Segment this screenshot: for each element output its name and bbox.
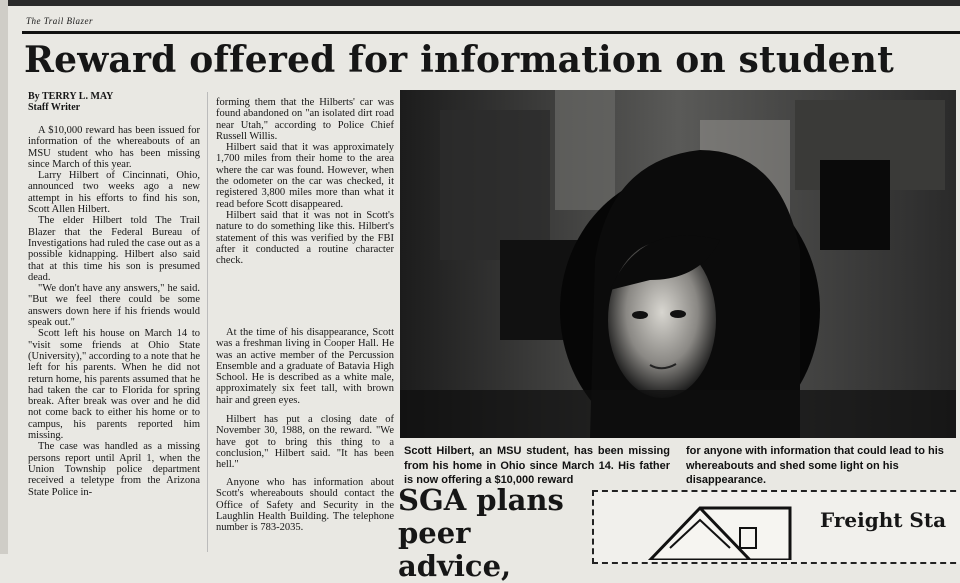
byline — [28, 91, 113, 113]
article-column-2-para-4 — [216, 327, 394, 406]
page-left-edge — [0, 0, 8, 554]
paragraph: Hilbert said that it was not in Scott's nature to do something like this. Hilbert's statement of this was verified by the FBI after it conducted a routine character check. — [216, 209, 394, 267]
article-column-1 — [28, 125, 200, 498]
article-column-2-para-5 — [216, 414, 394, 470]
photo-caption-right: for anyone with information that could lead to his whereabouts and shed some light on his disappearance. — [686, 445, 944, 486]
headline: Reward offered for information on student — [24, 39, 894, 81]
paragraph: Scott left his house on March 14 to "visit some friends at Ohio State (University)," according to a note that he left for his parents. When he did not return home, his parents assumed that he had taken the car to Florida for spring break. After break was over and he did not come back to either his home or to campus, his parents reported him missing. — [28, 328, 200, 442]
article-column-2-para-6 — [216, 477, 394, 533]
paragraph: Hilbert has put a closing date of November 30, 1988, on the reward. "We have got to bring this thing to a conclusion," Hilbert said. "It has been hell." — [216, 414, 394, 471]
paragraph: Anyone who has information about Scott's whereabouts should contact the Office of Safety and Security in the Laughlin Health Building. The telephone number is 783-2035. — [216, 477, 394, 534]
paragraph: At the time of his disappearance, Scott was a freshman living in Cooper Hall. He was an active member of the Percussion Ensemble and a graduate of Batavia High School. He is described as a white male, approximately six feet tall, with brown hair and green eyes. — [216, 327, 394, 406]
paragraph: A $10,000 reward has been issued for information of the whereabouts of an MSU student who has been missing since March of this year. — [28, 125, 200, 170]
column-divider — [207, 92, 208, 552]
photo-illustration — [400, 90, 956, 438]
byline-role: Staff Writer — [28, 102, 81, 113]
page-top-edge — [0, 0, 960, 6]
house-icon — [640, 500, 800, 560]
photo-caption-left: Scott Hilbert, an MSU student, has been missing from his home in Ohio since March 14. His father is now offering a $10,000 reward — [404, 445, 670, 486]
paragraph: The elder Hilbert told The Trail Blazer that the Federal Bureau of Investigations had ruled the case out as a possible kidnapping. Hilbert also said that at this time his son is presumed dead. — [28, 215, 200, 283]
paragraph: "We don't have any answers," he said. "But we feel there could be some answers down here if his friends would speak out." — [28, 283, 200, 329]
paragraph: forming them that the Hilberts' car was found abandoned on "an isolated dirt road near Utah," according to Police Chief Russell Willis. — [216, 97, 394, 142]
paragraph: The case was handled as a missing persons report until April 1, when the Union Township police department received a teletype from the Arizona State Police in- — [28, 441, 200, 498]
next-story-headline: SGA plans peer advice, — [398, 483, 564, 583]
masthead: The Trail Blazer — [26, 16, 94, 26]
byline-name: By TERRY L. MAY — [28, 91, 114, 102]
advertisement-title: Freight Sta — [820, 508, 947, 532]
student-photo — [400, 90, 956, 438]
article-column-2 — [216, 97, 394, 266]
paragraph: Hilbert said that it was approximately 1,700 miles from their home to the area where the car was found. However, when the odometer on the car was checked, it registered 3,800 miles more than what it read before Scott disappeared. — [216, 142, 394, 210]
paragraph: Larry Hilbert of Cincinnati, Ohio, announced two weeks ago a new attempt in his efforts to find his son, Scott Allen Hilbert. — [28, 170, 200, 216]
header-rule — [22, 31, 960, 34]
